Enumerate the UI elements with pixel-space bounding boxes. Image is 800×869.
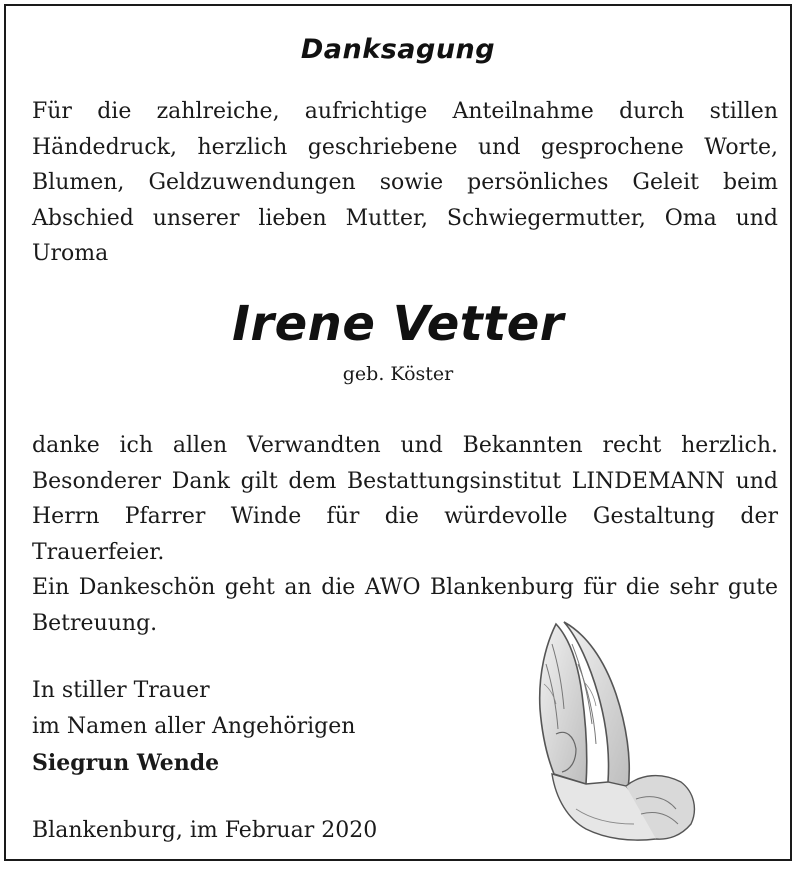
deceased-name: Irene Vetter xyxy=(232,296,564,352)
praying-hands-icon xyxy=(516,614,706,854)
birth-name: geb. Köster xyxy=(342,363,454,385)
thanks-paragraph: danke ich allen Verwandten und Bekannten recht herzlich. Besonderer Dank gilt dem Bestattungsinstitut LINDEMANN und Herrn Pfarrer Winde für die würdevolle Gestaltung der Trauerfeier. xyxy=(32,433,778,565)
signer-name: Siegrun Wende xyxy=(32,750,220,776)
place-date: Blankenburg, im Februar 2020 xyxy=(32,818,378,843)
notice-heading: Danksagung xyxy=(300,34,496,65)
awo-thanks-paragraph: Ein Dankeschön geht an die AWO Blankenburg für die sehr gute Betreuung. xyxy=(32,575,778,636)
intro-paragraph: Für die zahlreiche, aufrichtige Anteilnahme durch stillen Händedruck, herzlich geschriebene und gesprochene Worte, Blumen, Geldzuwendungen sowie persönliches Geleit beim Abschied unserer lieben Mutter, Schwiegermutter, Oma und Uroma xyxy=(32,99,778,266)
family-line: im Namen aller Angehörigen xyxy=(32,714,356,739)
mourning-line: In stiller Trauer xyxy=(32,678,210,703)
notice-frame xyxy=(4,4,792,861)
